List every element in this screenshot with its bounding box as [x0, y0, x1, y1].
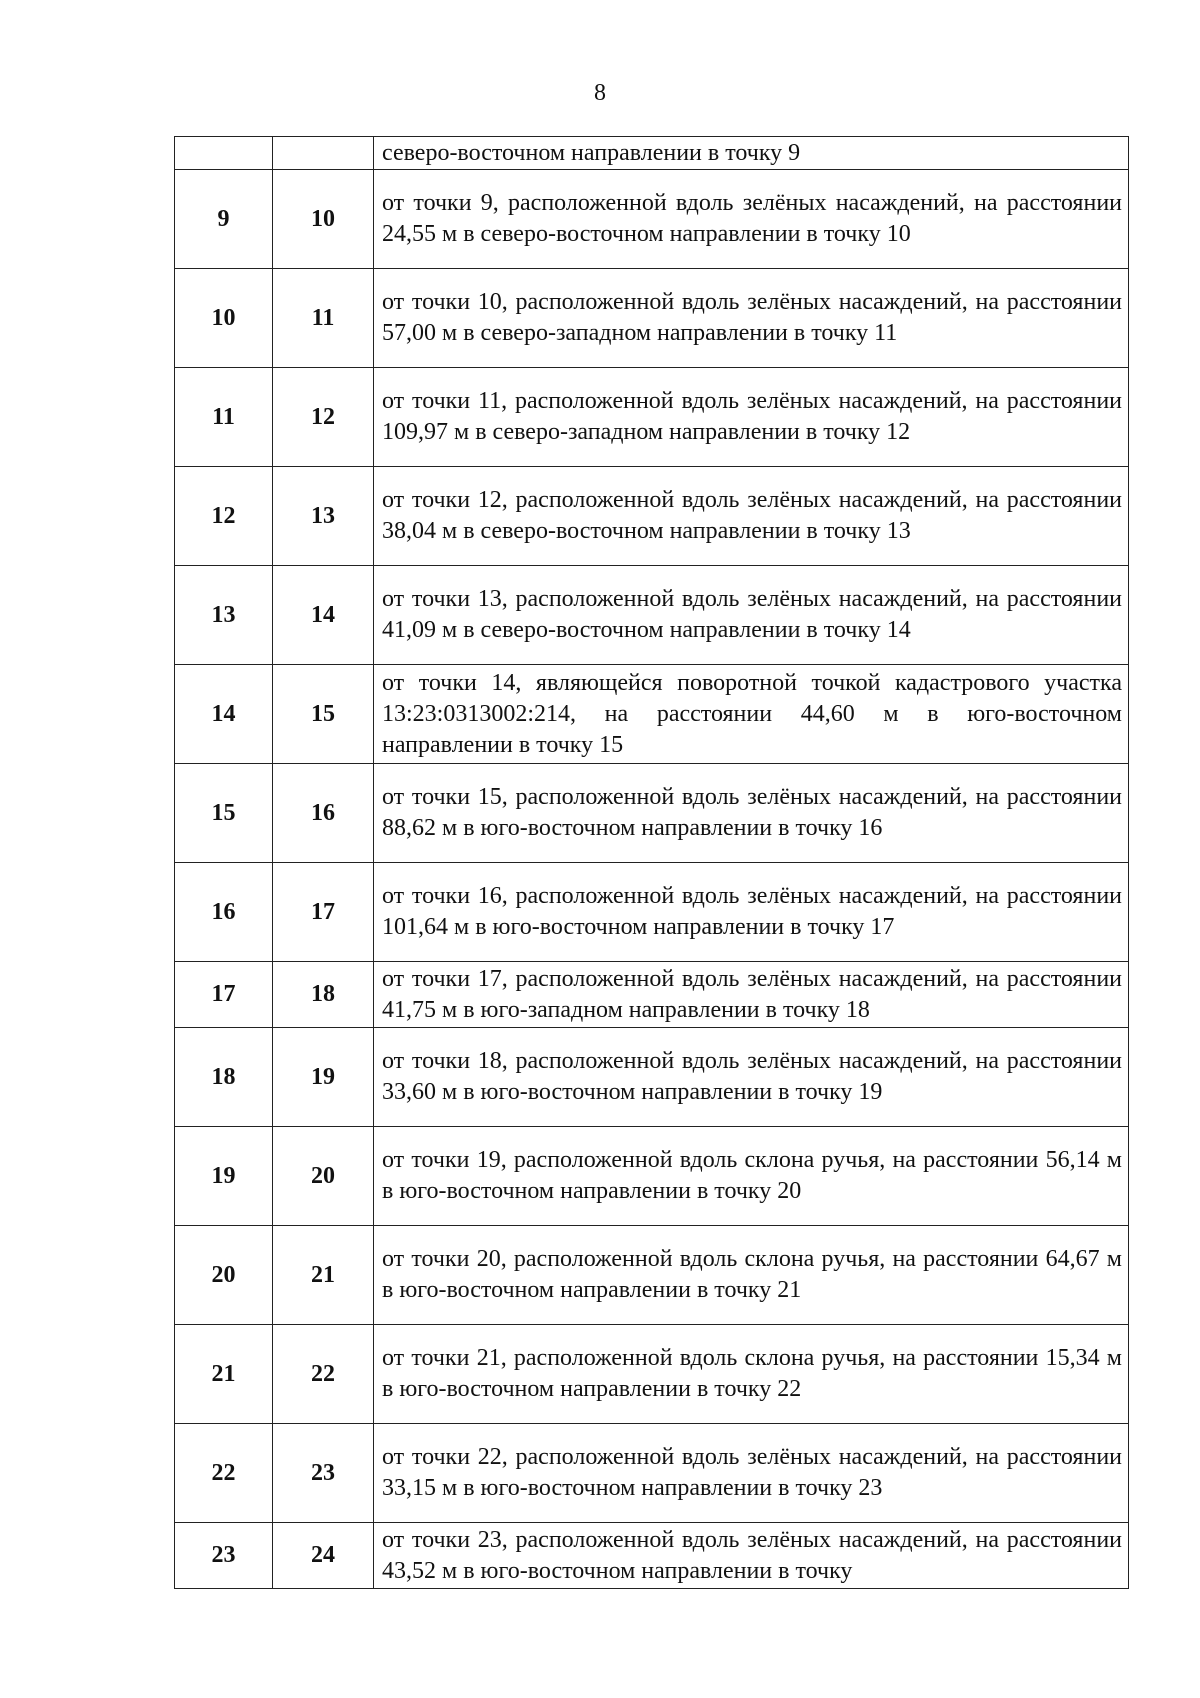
segment-description: от точки 20, расположенной вдоль склона ручья, на расстоянии 64,67 м в юго-восточном направлении в точку 21	[374, 1226, 1129, 1325]
to-point-cell: 13	[273, 467, 374, 566]
segment-description: от точки 14, являющейся поворотной точкой кадастрового участка 13:23:0313002:214, на расстоянии 44,60 м в юго-восточном направлении в точку 15	[374, 665, 1129, 764]
table-row	[175, 368, 1129, 467]
to-point-cell: 19	[273, 1028, 374, 1127]
table-row	[175, 137, 1129, 170]
from-point-cell: 12	[175, 467, 273, 566]
table-row	[175, 962, 1129, 1028]
table-row	[175, 566, 1129, 665]
table-row	[175, 467, 1129, 566]
to-point-cell: 17	[273, 863, 374, 962]
table-row	[175, 863, 1129, 962]
from-point-cell: 22	[175, 1424, 273, 1523]
to-point-cell: 24	[273, 1523, 374, 1589]
from-point-cell: 16	[175, 863, 273, 962]
segment-description: от точки 21, расположенной вдоль склона ручья, на расстоянии 15,34 м в юго-восточном направлении в точку 22	[374, 1325, 1129, 1424]
from-point-cell	[175, 137, 273, 170]
boundary-points-table	[174, 136, 1129, 1589]
segment-description: от точки 12, расположенной вдоль зелёных насаждений, на расстоянии 38,04 м в северо-восточном направлении в точку 13	[374, 467, 1129, 566]
to-point-cell: 22	[273, 1325, 374, 1424]
from-point-cell: 21	[175, 1325, 273, 1424]
from-point-cell: 11	[175, 368, 273, 467]
segment-description: от точки 10, расположенной вдоль зелёных насаждений, на расстоянии 57,00 м в северо-западном направлении в точку 11	[374, 269, 1129, 368]
segment-description: от точки 13, расположенной вдоль зелёных насаждений, на расстоянии 41,09 м в северо-восточном направлении в точку 14	[374, 566, 1129, 665]
from-point-cell: 17	[175, 962, 273, 1028]
table-body	[175, 137, 1129, 1589]
from-point-cell: 15	[175, 764, 273, 863]
from-point-cell: 14	[175, 665, 273, 764]
table-row	[175, 1127, 1129, 1226]
to-point-cell: 15	[273, 665, 374, 764]
to-point-cell: 16	[273, 764, 374, 863]
table-row	[175, 1325, 1129, 1424]
from-point-cell: 9	[175, 170, 273, 269]
segment-description: северо-восточном направлении в точку 9	[374, 137, 1129, 170]
from-point-cell: 23	[175, 1523, 273, 1589]
to-point-cell: 12	[273, 368, 374, 467]
segment-description: от точки 11, расположенной вдоль зелёных насаждений, на расстоянии 109,97 м в северо-западном направлении в точку 12	[374, 368, 1129, 467]
segment-description: от точки 9, расположенной вдоль зелёных насаждений, на расстоянии 24,55 м в северо-восточном направлении в точку 10	[374, 170, 1129, 269]
segment-description: от точки 18, расположенной вдоль зелёных насаждений, на расстоянии 33,60 м в юго-восточном направлении в точку 19	[374, 1028, 1129, 1127]
segment-description: от точки 23, расположенной вдоль зелёных насаждений, на расстоянии 43,52 м в юго-восточном направлении в точку	[374, 1523, 1129, 1589]
table-row	[175, 1028, 1129, 1127]
table-row	[175, 1424, 1129, 1523]
to-point-cell: 14	[273, 566, 374, 665]
table-row	[175, 1523, 1129, 1589]
table-row	[175, 764, 1129, 863]
from-point-cell: 20	[175, 1226, 273, 1325]
from-point-cell: 18	[175, 1028, 273, 1127]
segment-description: от точки 19, расположенной вдоль склона ручья, на расстоянии 56,14 м в юго-восточном направлении в точку 20	[374, 1127, 1129, 1226]
segment-description: от точки 22, расположенной вдоль зелёных насаждений, на расстоянии 33,15 м в юго-восточном направлении в точку 23	[374, 1424, 1129, 1523]
to-point-cell: 10	[273, 170, 374, 269]
segment-description: от точки 15, расположенной вдоль зелёных насаждений, на расстоянии 88,62 м в юго-восточном направлении в точку 16	[374, 764, 1129, 863]
from-point-cell: 13	[175, 566, 273, 665]
from-point-cell: 10	[175, 269, 273, 368]
to-point-cell: 20	[273, 1127, 374, 1226]
from-point-cell: 19	[175, 1127, 273, 1226]
to-point-cell: 23	[273, 1424, 374, 1523]
to-point-cell: 18	[273, 962, 374, 1028]
to-point-cell: 11	[273, 269, 374, 368]
to-point-cell	[273, 137, 374, 170]
to-point-cell: 21	[273, 1226, 374, 1325]
table-row	[175, 665, 1129, 764]
table-row	[175, 269, 1129, 368]
page-number: 8	[594, 80, 606, 106]
segment-description: от точки 16, расположенной вдоль зелёных насаждений, на расстоянии 101,64 м в юго-восточном направлении в точку 17	[374, 863, 1129, 962]
segment-description: от точки 17, расположенной вдоль зелёных насаждений, на расстоянии 41,75 м в юго-западном направлении в точку 18	[374, 962, 1129, 1028]
table-row	[175, 170, 1129, 269]
table-row	[175, 1226, 1129, 1325]
